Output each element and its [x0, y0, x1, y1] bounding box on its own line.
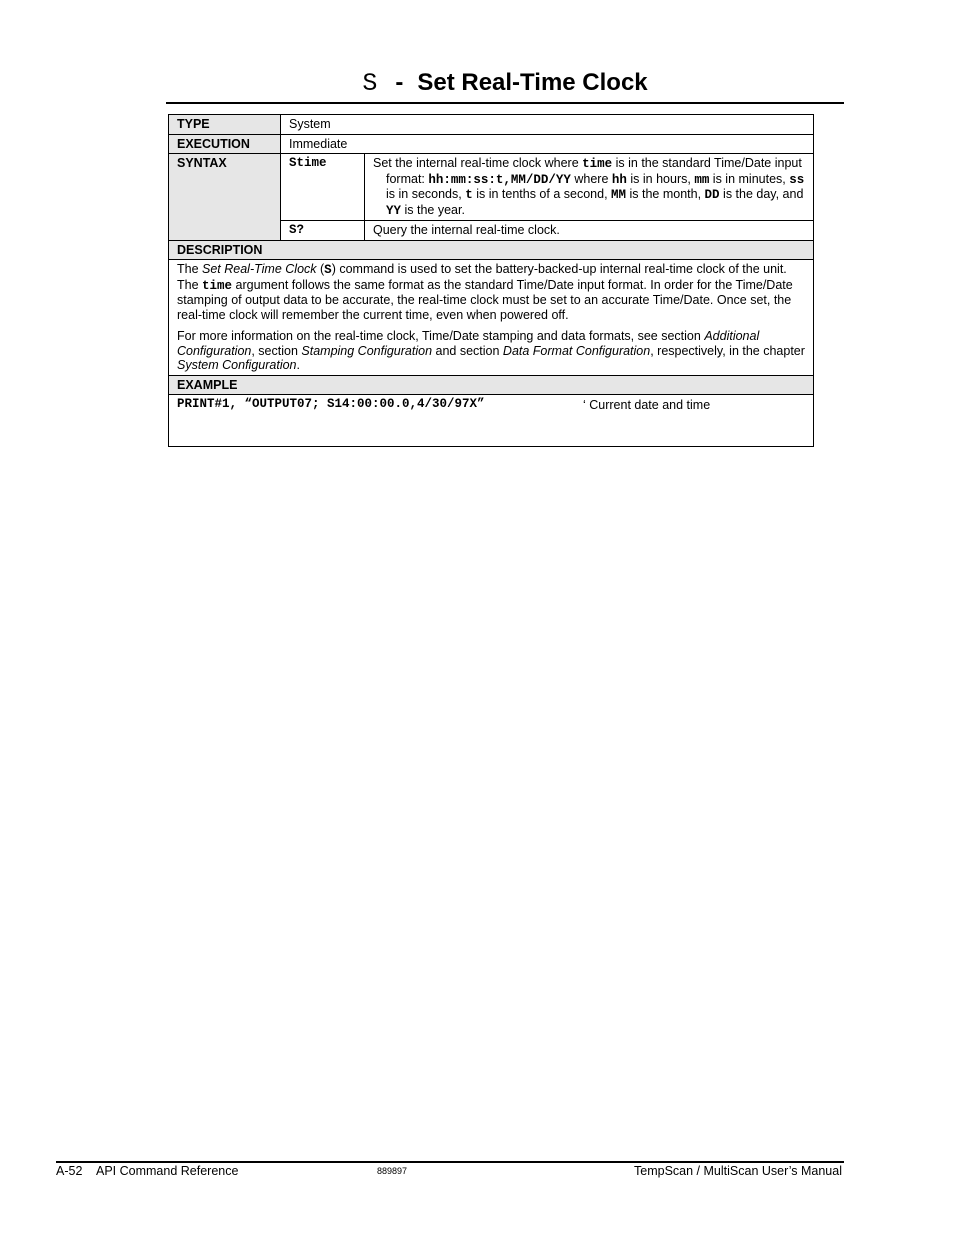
desc-text: The: [177, 262, 203, 276]
desc-text: and section: [432, 343, 503, 358]
desc-text: is in minutes,: [709, 171, 790, 186]
execution-label: EXECUTION: [169, 134, 281, 154]
command-title: Set Real-Time Clock: [417, 69, 648, 96]
desc-code: DD: [704, 188, 720, 202]
description-paragraph-1: [177, 262, 805, 322]
desc-code: hh:mm:ss:t,MM/DD/YY: [428, 172, 571, 187]
desc-text: is the year.: [401, 202, 465, 217]
description-header-row: [169, 240, 814, 260]
execution-value: Immediate: [281, 134, 814, 154]
example-code: PRINT#1, “OUTPUT07; S14:00:00.0,4/30/97X”: [177, 397, 485, 411]
desc-code: S: [324, 263, 332, 277]
syntax-desc-query: Query the internal real-time clock.: [365, 221, 814, 241]
title-rule: [166, 102, 844, 104]
example-header-row: [169, 375, 814, 395]
description-body: [169, 260, 814, 376]
desc-text: For more information on the real-time clock, Time/Date stamping and data formats, see section: [177, 329, 705, 343]
desc-code: MM: [611, 188, 627, 202]
desc-text: .: [296, 358, 300, 372]
desc-code: ss: [789, 172, 805, 187]
desc-text: where: [570, 171, 612, 186]
syntax-row-1: [169, 154, 814, 221]
desc-code: mm: [694, 172, 710, 187]
type-row: [169, 115, 814, 135]
syntax-form-query: S?: [281, 221, 365, 241]
syntax-form-set: Stime: [281, 154, 365, 221]
desc-text: , section: [251, 343, 302, 358]
desc-italic: Data Format Configuration: [502, 343, 651, 358]
desc-text: ) command is used to set the battery-backed-up internal real-time clock of the unit. The: [177, 262, 787, 292]
desc-text: is the day, and: [719, 187, 804, 201]
desc-text: is in the standard Time/Date input format:: [386, 156, 802, 186]
desc-code: time: [582, 157, 613, 171]
syntax-desc-set: [365, 154, 814, 221]
desc-code: time: [202, 278, 233, 293]
command-spec-table: [168, 114, 814, 447]
footer-section: API Command Reference: [96, 1164, 239, 1178]
desc-code: YY: [386, 203, 402, 218]
syntax-label: SYNTAX: [169, 154, 281, 241]
description-label: DESCRIPTION: [169, 240, 814, 260]
desc-italic: Additional Configuration: [177, 329, 760, 358]
footer-rule: [56, 1161, 844, 1163]
example-label: EXAMPLE: [169, 375, 814, 395]
desc-text: is in hours,: [626, 171, 695, 186]
desc-italic: System Configuration: [177, 358, 297, 372]
desc-text: Set the internal real-time clock where: [373, 156, 583, 170]
example-row: [169, 395, 814, 447]
desc-text: is in seconds,: [386, 187, 466, 201]
desc-text: (: [316, 262, 325, 276]
description-row: [169, 260, 814, 376]
type-label: TYPE: [169, 115, 281, 135]
example-body: [169, 395, 814, 447]
desc-italic: Stamping Configuration: [301, 343, 433, 358]
desc-code: hh: [611, 172, 627, 187]
desc-code: t: [465, 188, 473, 202]
desc-text: argument follows the same format as the standard Time/Date input format. In order for the Time/Date stamping of output data to be accurate, the real-time clock must be set to an accurate Time/Date. Once set, the real-time clock will remember the current time, even when powered off.: [177, 277, 793, 322]
page-number: A-52: [56, 1164, 83, 1178]
command-name: S: [362, 69, 378, 98]
type-value: System: [281, 115, 814, 135]
example-comment: ‘ Current date and time: [583, 398, 711, 412]
execution-row: [169, 134, 814, 154]
title-dash: -: [395, 69, 404, 96]
description-paragraph-2: [177, 329, 805, 373]
desc-text: is the month,: [626, 187, 705, 201]
desc-italic: Set Real-Time Clock: [202, 262, 317, 276]
manual-title: TempScan / MultiScan User’s Manual: [634, 1164, 842, 1178]
page-title: [166, 68, 844, 102]
desc-text: , respectively, in the chapter: [650, 343, 805, 358]
document-number: 889897: [377, 1166, 408, 1176]
footer-left: [56, 1164, 238, 1178]
desc-text: is in tenths of a second,: [472, 187, 612, 201]
